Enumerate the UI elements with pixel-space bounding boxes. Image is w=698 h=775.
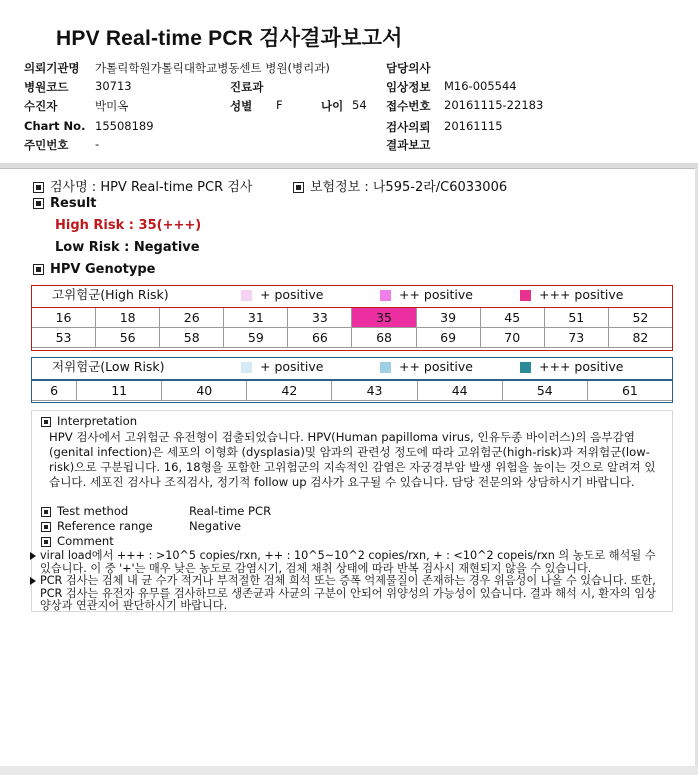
high-risk-legend-plus3 [520, 285, 623, 305]
sex-value: F [276, 98, 283, 112]
low-risk-legend-plus2 [380, 357, 473, 377]
genotype-cell: 16 [32, 308, 96, 328]
legend-swatch [241, 362, 252, 373]
resident-no-label: 주민번호 [24, 138, 69, 152]
genotype-cell: 54 [502, 381, 587, 401]
genotype-cell: 39 [416, 308, 480, 328]
genotype-cell: 33 [288, 308, 352, 328]
sex-label: 성별 [230, 99, 253, 113]
comment-text: viral load에서 +++ : >10^5 copies/rxn, ++ : 10^5~10^2 copies/rxn, + : <10^2 copeis/rxn 의 농도로 해석될 수 있습니다. 이 중 '+'는 매우 낮은 농도로 감염시기, 검체 채취 상태에 따라 반복 검사시 재현되지 않을 수 있습니다. [40, 549, 656, 575]
high-risk-result: High Risk : 35(+++) [55, 218, 202, 233]
header-divider-line [0, 168, 698, 169]
genotype-cell: 43 [332, 381, 417, 401]
table-row [32, 381, 673, 401]
age-label: 나이 [321, 99, 344, 113]
receipt-no-label: 접수번호 [386, 99, 431, 113]
genotype-cell: 18 [96, 308, 160, 328]
genotype-cell: 40 [162, 381, 247, 401]
insurance-info: 보험정보 : 나595-2라/C6033006 [310, 180, 508, 195]
genotype-heading-line [33, 262, 155, 277]
genotype-cell: 6 [32, 381, 77, 401]
interpretation-heading-line [41, 414, 137, 429]
legend-swatch [241, 290, 252, 301]
test-method-label: Test method [57, 504, 129, 518]
high-risk-genotype-table [31, 307, 673, 348]
reference-range-line [41, 519, 153, 534]
low-risk-legend-plus3 [520, 357, 623, 377]
test-method-value: Real-time PCR [189, 504, 272, 518]
genotype-cell: 66 [288, 328, 352, 348]
genotype-cell: 51 [544, 308, 608, 328]
legend-swatch [380, 362, 391, 373]
genotype-heading: HPV Genotype [50, 262, 156, 277]
genotype-cell: 44 [417, 381, 502, 401]
bullet-square-icon [33, 182, 44, 193]
resident-no-value: - [95, 137, 100, 151]
chart-no-label: Chart No. [24, 119, 86, 133]
genotype-cell: 73 [544, 328, 608, 348]
reference-range-value: Negative [189, 519, 242, 533]
institution-label: 의뢰기관명 [24, 61, 80, 75]
triangle-bullet-icon [30, 552, 36, 560]
examinee-value: 박미옥 [95, 99, 129, 113]
bullet-square-icon [41, 507, 51, 517]
legend-label: + positive [260, 287, 324, 302]
receipt-no-value: 20161115-22183 [444, 98, 544, 112]
comment-item [40, 550, 665, 575]
legend-swatch [520, 290, 531, 301]
genotype-cell: 68 [352, 328, 416, 348]
low-risk-legend-plus1 [241, 357, 323, 377]
institution-value: 가톨릭학원가톨릭대학교병동센트 병원(병리과) [95, 61, 330, 75]
genotype-cell: 31 [224, 308, 288, 328]
interpretation-heading: Interpretation [57, 414, 138, 428]
insurance-line [293, 176, 507, 195]
genotype-cell: 52 [608, 308, 672, 328]
legend-label: +++ positive [539, 287, 624, 302]
legend-swatch [380, 290, 391, 301]
comment-heading-line [41, 534, 114, 549]
high-risk-legend-plus2 [380, 285, 473, 305]
legend-label: ++ positive [399, 287, 473, 302]
genotype-cell: 58 [160, 328, 224, 348]
page-bottom-edge [0, 766, 698, 775]
result-heading-line [33, 196, 97, 211]
low-risk-label: 저위험군(Low Risk) [52, 359, 165, 374]
genotype-cell: 45 [480, 308, 544, 328]
genotype-cell: 69 [416, 328, 480, 348]
comment-item [40, 575, 665, 613]
table-row [32, 308, 673, 328]
legend-swatch [520, 362, 531, 373]
department-label: 진료과 [230, 80, 264, 94]
legend-label: ++ positive [399, 359, 473, 374]
low-risk-result: Low Risk : Negative [55, 240, 200, 255]
doctor-label: 담당의사 [386, 61, 431, 75]
genotype-cell: 61 [587, 381, 672, 401]
hospital-code-value: 30713 [95, 79, 132, 93]
genotype-cell: 56 [96, 328, 160, 348]
test-method-line [41, 504, 128, 519]
high-risk-label: 고위험군(High Risk) [52, 287, 169, 302]
bullet-square-icon [33, 264, 44, 275]
genotype-cell: 70 [480, 328, 544, 348]
result-report-label: 결과보고 [386, 138, 431, 152]
report-title: HPV Real-time PCR 검사결과보고서 [56, 27, 403, 50]
bullet-square-icon [41, 537, 51, 547]
hospital-code-label: 병원코드 [24, 80, 69, 94]
high-risk-legend-plus1 [241, 285, 323, 305]
examinee-label: 수진자 [24, 99, 58, 113]
test-name: 검사명 : HPV Real-time PCR 검사 [50, 180, 253, 195]
request-date-label: 검사의뢰 [386, 120, 431, 134]
genotype-cell: 35 [352, 308, 416, 328]
age-value: 54 [352, 98, 367, 112]
result-heading: Result [50, 196, 97, 211]
test-name-line [33, 176, 252, 195]
clinical-info-value: M16-005544 [444, 79, 517, 93]
reference-range-label: Reference range [57, 519, 153, 533]
clinical-info-label: 임상정보 [386, 80, 431, 94]
legend-label: + positive [260, 359, 324, 374]
low-risk-genotype-table [31, 380, 673, 401]
table-row [32, 328, 673, 348]
bullet-square-icon [33, 198, 44, 209]
comment-text: PCR 검사는 검체 내 균 수가 적거나 부적절한 검체 희석 또는 증폭 억제물질이 존재하는 경우 위음성이 나올 수 있습니다. 또한, PCR 검사는 유전자 유무를 검사하므로 생존균과 사균의 구분이 안되어 위양성의 가능성이 있습니다. 결과 해석 시, 환자의 임상 양상과 연관지어 판단하시기 바랍니다. [40, 574, 656, 612]
genotype-cell: 11 [77, 381, 162, 401]
bullet-square-icon [41, 417, 51, 427]
chart-no-value: 15508189 [95, 119, 154, 133]
request-date-value: 20161115 [444, 119, 503, 133]
legend-label: +++ positive [539, 359, 624, 374]
bullet-square-icon [41, 522, 51, 532]
genotype-cell: 82 [608, 328, 672, 348]
genotype-cell: 42 [247, 381, 332, 401]
comment-heading: Comment [57, 534, 114, 548]
genotype-cell: 59 [224, 328, 288, 348]
genotype-cell: 53 [32, 328, 96, 348]
triangle-bullet-icon [30, 577, 36, 585]
interpretation-text: HPV 검사에서 고위험군 유전형이 검출되었습니다. HPV(Human papilloma virus, 인유두종 바이러스)의 음부감염(genital infection)은 세포의 이형화 (dysplasia)및 암과의 관련성 정도에 따라 고위험군(high-risk)과 저위험군(low-risk)으로 구분됩니다. 16, 18형을 포함한 고위험군의 지속적인 감염은 자궁경부암 발생 위험을 높이는 것으로 알려져 있습니다. 세포진 검사나 조직검사, 정기적 follow up 검사가 요구될 수 있습니다. 담당 전문의와 상담하시기 바랍니다. [49, 430, 656, 489]
bullet-square-icon [293, 182, 304, 193]
genotype-cell: 26 [160, 308, 224, 328]
